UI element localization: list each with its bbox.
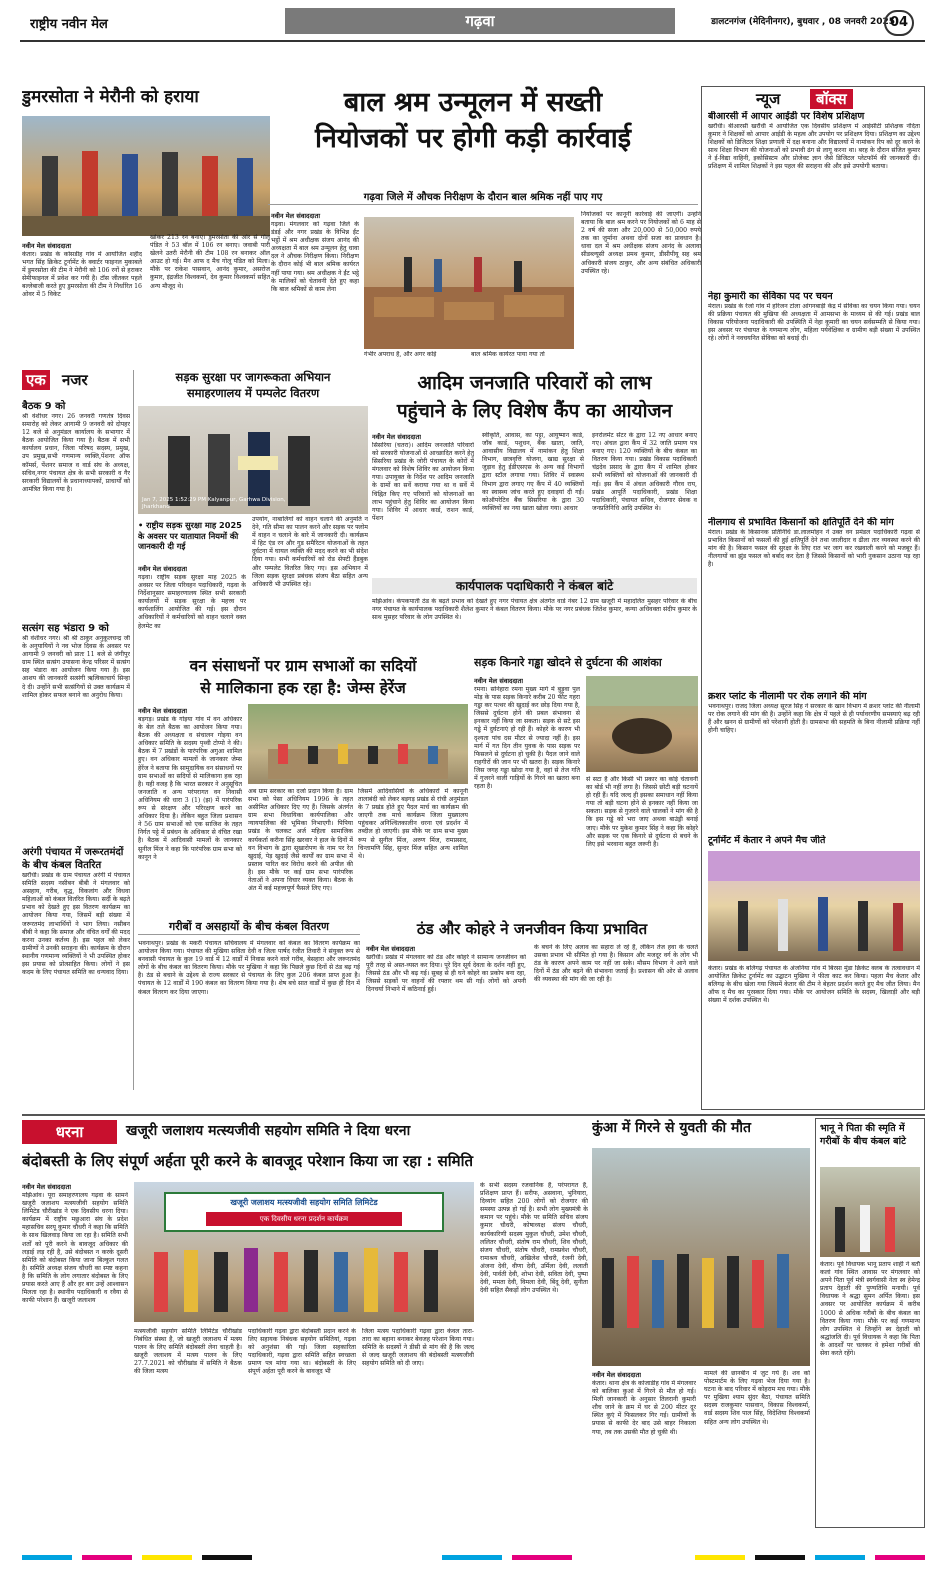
thand-headline: ठंड और कोहरे ने जनजीवन किया प्रभावित xyxy=(416,920,648,938)
dharna-banner-title: खजूरी जलाशय मत्स्यजीवी सहयोग समिति लिमिटेड xyxy=(230,1198,378,1207)
nb-item-2-text: मेराल। प्रखंड के रेजो गांव में हरिजन टोला आंगनबाड़ी केंद्र में सेविका का चयन किया गया। चयन की प्रक्रिया पंचायत की मुखिया की अध्यक्षता में आमसभा के माध्यम से की गई। प्रखंड बाल विकास परियोजना पदाधिकारी की उपस्थिति में नेहा कुमारी का चयन सर्वसम्मति से किया गया। इस अवसर पर पंचायत के गणमान्य लोग, महिला पर्यवेक्षिका व ग्रामीण बड़ी संख्या में उपस्थित रहे। लोगों ने नवचयनित सेविका को बधाई दी। xyxy=(708,303,920,343)
nb-item-5-title: टूर्नामेंट में केतार ने अपने मैच जीते xyxy=(708,835,826,846)
meeting-photo-shapes xyxy=(248,704,468,784)
ek-nazar-header xyxy=(22,370,130,392)
sadak-kinare-headline: सड़क किनारे गड्ढा खोदने से दुर्घटना की आशंका xyxy=(474,656,662,669)
protest-photo-shapes xyxy=(134,1182,474,1322)
dharna-col1: मझिआंव। पूरा समाहरणालय गढ़वा के सामने खजूरी जलाशय मत्स्यजीवी सहयोग समिति लिमिटेड चौरीखांड ने एक दिवसीय धरना दिया। कार्यक्रम में राष्ट्रीय मछुआरा संघ के प्रदेश महासचिव सरयू कुमार चौधरी ने कहा कि समिति के साथ खिलवाड़ किया जा रहा है। समिति सभी शर्तों को पूरी करने के बावजूद अधिकार की लड़ाई लड़ रही है, उसे बंदोबस्त न करके दूसरी समिति को बंदोबस्त किया जाना बिल्कुल गलत है। समिति अध्यक्ष संजय चौधरी का स्पष्ट कहना है कि समिति के लोग लगातार बंदोबस्त के लिए प्रयास करते आए हैं और हर बार उन्हें आश्वासन मिलता रहा है। स्थानीय पदाधिकारी व रवैया से काफी परेशान हैं। खजूरी जलाशय xyxy=(22,1192,128,1305)
story-van xyxy=(138,656,468,916)
ek-nazar-item-1-title: बैठक 9 को xyxy=(22,401,66,412)
adim-col2: स्वीकृति, आवास, का पट्टा, आयुष्मान कार्ड, जॉब कार्ड, पशुधन, बैंक खाता, जाति, आवासीय विद्यालय में नामांकन हेतु शिक्षा विभाग, छात्रवृत्ति योजना, खाद्य सुरक्षा से जुड़ाव हेतु ईडीएसएस के अन्य कई विभागों द्वारा स्टॉल लगाया गया। शिविर में स्वास्थ्य विभाग द्वारा लगाए गए कैंप में 40 व्यक्तियों का स्वास्थ्य जांच करते हुए दवाइयां दी गईं। कोऑपरेटिव बैंक सिसरिया के द्वारा 30 व्यक्तियों का नया खाता खोला गया। आधार xyxy=(482,432,584,512)
nb-item-2-title: नेहा कुमारी का सेविका पद पर चयन xyxy=(708,291,833,302)
dharna-banner-sub: एक दिवसीय धरना प्रदर्शन कार्यक्रम xyxy=(206,1212,402,1226)
bhanu-photo-shapes xyxy=(820,1167,920,1257)
story-sadak xyxy=(138,370,368,650)
nb-item-1-title: बीआरसी में आपार आईडी पर विशेष प्रशिक्षण xyxy=(708,111,865,122)
ek-nazar-item-3-title: अरंगी पंचायत में जरूरतमंदों के बीच कंबल वितरित xyxy=(22,847,124,871)
ek-nazar-item-1-text: श्री वंशीधर नगर। 26 जनवरी गणतंत्र दिवस समारोह को लेकर आगामी 9 जनवरी को दोपहर 12 बजे से अनुमंडल कार्यालय के सभागार में बैठक आयोजित किया गया है। बैठक में सभी कार्यालय प्रधान, जिला परिषद सदस्य, प्रमुख, उप प्रमुख,सभी गणमान्य व्यक्ति,पेंशनर ऑफ कॉमर्स, पेंशनर समाज व वार्ड संघ के अध्यक्ष, सचिव,नगर पंचायत क्षेत्र के सभी सरकारी व गैर सरकारी विद्यालयों के प्रधानाध्यापकों, प्राचार्यों को आमंत्रित किया गया है। xyxy=(22,413,130,493)
kuan-photo xyxy=(592,1148,810,1366)
lead-col2: नियोजकों पर कानूनी कार्रवाई की जाएगी। उन्होंने बताया कि बाल श्रम करने पर नियोजकों को 6 माह से 2 वर्ष की सजा और 20,000 से 50,000 रुपये तक का जुर्माना अथवा दोनों सजा का प्रावधान है। धावा दल में श्रम अधीक्षक संजय आनंद के अलावा सीडब्ल्यूसी अध्यक्ष प्रमथ कुमार, डीसीपीयू सह श्रम अधिकारी संजय ठाकुर, और अन्य संबंधित अधिकारी उपस्थित रहे। xyxy=(581,211,701,275)
van-col1: बड़गड़। प्रखंड के गोइया गांव में वन अधिकार के बेल तले बैठक का आयोजन किया गया। बैठक की अध्यक्षता व संचालन गोइया वन अधिकार समिति के सदस्य पृथ्वी टोप्पो ने की। बैठक में 7 प्रखंडों के पारंपरिक अगुआ शामिल हुए। वन अधिकार मामलों के जानकार जेम्स हेरेंज ने बताया कि सामुदायिक वन संसाधनों पर ग्राम सभाओं का सदियों से मालिकाना हक रहा है। यही वजह है कि भारत सरकार ने अनुसूचित जनजाति व अन्य परंपरागत वन निवासी अधिनियम की धारा 3 (1) (झ) में पारंपरिक रूप से संरक्षण और परिरक्षण करने का अधिकार दिया है। लेकिन बहुत जिला प्रशासन ने 56 ग्राम सभाओं को एक साजिश के तहत निर्गत पट्टे में प्रबंधन के अधिकार से वंचित रखा है। बैठक में आदिवासी मामलों के जानकार सुनील मिंज ने कहा कि पारंपरिक ग्राम सभा को कानून ने xyxy=(138,716,242,861)
thand-col1: खरौंधी। प्रखंड में मंगलवार को ठंड और कोहरे ने सामान्य जनजीवन को पूरी तरह से अस्त-व्यस्त कर दिया। पूरे दिन सूर्य देवता के दर्शन नहीं हुए, जिससे ठंड और भी बढ़ गई। सुबह से ही घने कोहरे का प्रकोप बना रहा, जिससे सड़कों पर वाहनों की रफ्तार थम सी गई। लोगों को अपनी दिनचर्या निभाने में कठिनाई हुई। xyxy=(366,954,526,994)
brick-kiln-photo-shapes xyxy=(364,217,574,349)
footer-color-bar xyxy=(22,1550,925,1560)
ek-nazar-item-3 xyxy=(22,846,130,1090)
van-byline: नवीन मेल संवाददाता xyxy=(138,707,187,715)
bhanu-headline: भानू ने पिता की स्मृति में गरीबों के बीच कंबल बांटे xyxy=(820,1123,906,1147)
masthead-rule xyxy=(20,40,925,42)
lead-photo-caption-2: बाल श्रमिक कार्यरत पाया गया तो xyxy=(471,351,545,358)
ek-nazar xyxy=(22,370,130,1090)
ek-nazar-item-1 xyxy=(22,400,130,616)
story-dumarsota xyxy=(22,86,270,368)
tournament-photo-shapes xyxy=(708,851,920,961)
dumarsota-photo xyxy=(22,116,270,236)
dumarsota-byline: नवीन मेल संवाददाता xyxy=(22,242,71,250)
section-tab: गढ़वा xyxy=(285,8,675,34)
sadak-photo xyxy=(138,406,368,514)
van-col2: अब ग्राम सरकार का दर्जा प्रदान किया है। ग्राम सभा को पेसा अधिनियम 1996 के तहत असीमित अधिकार दिए गए हैं। जिसके अंतर्गत ग्राम सभा विधायिका कार्यपालिका और न्यायपालिका की भूमिका निभाएगी। पिपिया प्रखंड के चलकट अर्ज महिला सामाजिक कार्यकर्ता करीना सिंह खरवार ने हाल के दिनों में वन विभाग के द्वारा सूखारोपण के नाम पर रेत खुदाई, पेड़ खुदाई जैसे कार्यों का ग्राम सभा में प्रस्ताव पारित कर विरोध करने की अपील की है। इस मौके पर कई ग्राम सभा पारंपरिक नेताओं ने अपना विचार व्यक्त किया। बैठक के अंत में कई महत्त्वपूर्ण फैसले लिए गए। xyxy=(248,788,353,893)
lead-col1: गढ़वा। मंगलवार को गढ़वा जिले के डंडई और नगर प्रखंड के विभिन्न ईंट भट्ठों में श्रम अधीक्षक संजय आनंद की अध्यक्षता में बाल श्रम उन्मूलन हेतु धावा दल ने औचक निरीक्षण किया। निरीक्षण के दौरान कोई भी बाल श्रमिक कार्यरत नहीं पाया गया। श्रम अधीक्षक ने ईंट भट्ठे के मालिकों को चेतावनी देते हुए कहा कि बाल श्रमिकों से काम लेना xyxy=(271,221,359,293)
kuan-col2: मामले की छानबीन में जुट गये हैं। शव को पोस्टमार्टम के लिए गढ़वा भेज दिया गया है। घटना के बाद परिवार में कोहराम मच गया। मौके पर मुखिया श्याम सुंदर बैठा, पंचायत समिति सदस्य राजकुमार पासवान, विकास विश्वकर्मा, वार्ड सदस्य शिव पाल सिंह, विदेशिया विश्वकर्मा सहित अन्य लोग उपस्थित थे। xyxy=(704,1370,810,1426)
sadak-kinare-byline: नवीन मेल संवाददाता xyxy=(474,677,523,685)
story-karyapalak xyxy=(372,578,697,650)
story-bhanu xyxy=(815,1118,925,1528)
registration-marks xyxy=(22,1555,925,1560)
dharna-headline-1: खजूरी जलाशय मत्स्यजीवी सहयोग समिति ने दिया धरना xyxy=(126,1123,411,1139)
adim-headline-1: आदिम जनजाति परिवारों को लाभ xyxy=(417,372,652,394)
karyapalak-text: मझिआंव। कंपकपाती ठंड के बढ़ते प्रभाव को देखते हुए नगर पंचायत क्षेत्र अंतर्गत वार्ड नंबर 12 ग्राम खजूरी में महादलित मुसहर परिवार के बीच नगर पंचायत के कार्यपालक पदाधिकारी शैलेश कुमार ने कंबल वितरण किया। मौके पर नगर प्रबंधक जितेश कुमार, कन्या अधिवक्ता संदीप कुमार के साथ मुसहर परिवार के लोग उपस्थित थे। xyxy=(372,598,697,622)
sadak-kinare-photo xyxy=(586,676,698,772)
sadak-kinare-col2: से सटा है और किसी भी प्रकार का कोई चेतावनी का बोर्ड भी नहीं लगा है। जिससे छोटी बड़ी घटनायें हो रही हैं। यदि जल्द ही इसका समाधान नहीं किया गया तो बड़ी घटना होने से इनकार नहीं किया जा सकता। सड़क से गुजरने वाले चालकों ने मांग की है कि इस गड्ढे को भरा जाए अथवा बाउंड्री बनाई जाए। मौके पर मुकेश कुमार सिंह ने कहा कि कोहरे और सड़क पर एक किनारे से दुर्घटना से बचने के लिए इसे भरवाना बहुत जरूरी है। xyxy=(586,776,698,848)
ek-nazar-item-3-text: खरौंधी। प्रखंड के ग्राम पंचायत अरंगी में पंचायत समिति सदस्य नसीबन बीबी ने मंगलवार को असहाय, गरीब, वृद्ध, विकलांग और विधवा महिलाओं को कंबल वितरित किया। सर्दी के बढ़ते प्रभाव को देखते हुए इस वितरण कार्यक्रम का आयोजन किया गया, जिसमें बड़ी संख्या में जरूरतमंद लाभार्थियों ने भाग लिया। नसीबन बीबी ने कहा कि समाज और वंचित वर्गों की मदद करना उनका कर्तव्य है। इस पहल को लेकर ग्रामीणों ने उनकी सराहना की। कार्यक्रम के दौरान स्थानीय गणमान्य व्यक्तियों ने भी उपस्थित होकर इस प्रयास को प्रोत्साहित किया। लोगों ने इस कदम के लिए पंचायत समिति का धन्यवाद दिया। xyxy=(22,872,130,977)
story-kuan xyxy=(592,1118,810,1528)
van-headline-2: से मालिकाना हक रहा है: जेम्स हेरेंज xyxy=(200,679,406,697)
van-photo xyxy=(248,704,468,784)
adim-col1: सिसरिया (चतरा)। आदिम जनजाति परिवारों को सरकारी योजनाओं से आच्छादित करने हेतु सिसरिया प्रखंड के जोरी पंचायत के कोरों में मंगलवार को विशेष शिविर का आयोजन किया गया। उपायुक्त के निर्देश पर आदिम जनजाति के ग्रामों का सर्वे कराया गया था व सर्वे में चिह्नित किए गए परिवारों को योजनाओं का लाभ पहुंचाने हेतु शिविर का आयोजन किया गया। शिविर में आधार कार्ड, राशन कार्ड, पेंशन xyxy=(372,442,474,522)
page-number: 04 xyxy=(884,10,914,36)
sadak-kinare-col1: रमना। सोनेहारा रमना मुख्य मार्ग में बुड़ुवा पुल मोड़ के पास सड़क किनारे करीब 20 फीट गहरा गड्ढा कर पत्थर की खुदाई कर छोड़ दिया गया है, जिससे दुर्घटना होने की प्रबल संभावना से इनकार नहीं किया जा सकता। सड़क से सटे इस गड्ढे में दुर्घटनाएं हो रही हैं। कोहरे के कारण भी दृश्यता पांच दस मीटर से ज्यादा नहीं है। इस मार्ग में गत दिन तीन युवक के पास सड़क पर फिसलने से दुर्घटना हो चुकी है। पैदल जाने वाले राहगीरों की जान पर भी खतरा है। सड़क किनारे जिस जगह गड्ढा खोदा गया है, वहां से तेज गति में गुजरने वाली गाड़ियों के गिरने का खतरा बना रहता है। xyxy=(474,686,580,791)
nb-item-5 xyxy=(708,835,920,1107)
paper-logo: राष्ट्रीय नवीन मेल xyxy=(30,17,108,32)
dumarsota-col2: खोकर 213 रन बनाए। डुमरसोता की ओर से गोलू पंडित ने 53 बॉल में 106 रन बनाए। जवाबी पारी खेलने उतरी मेरौनी की टीम 108 रन बनाकर ऑल आउट हो गई। मैन आफ द मैच गोलू पंडित को मिला। मौके पर राकेश पासवान, आनंद कुमार, असरोज कुमार, इंद्रजीत विश्वकर्मा, देव कुमार विश्वकर्मा सहित अन्य मौजूद थे। xyxy=(150,234,270,290)
kuan-byline: नवीन मेल संवाददाता xyxy=(592,1371,641,1379)
story-thand xyxy=(366,920,698,1110)
news-box-label-2: बॉक्स xyxy=(810,89,853,109)
story-garibon xyxy=(138,920,360,1110)
nb-item-5-text: केतार। प्रखंड के बलिगढ़ पंचायत के अंजनिया गांव में बिरसा मुंडा क्रिकेट क्लब के तत्वावधान में आयोजित क्रिकेट टूर्नामेंट का उद्घाटन मुखिया ने फीता काट कर किया। पहला मैच केतार और बलिगढ़ के बीच खेला गया जिसमें केतार की टीम ने बेहतर प्रदर्शन करते हुए मैच जीत लिया। मैन ऑफ द मैच का पुरस्कार दिया गया। मौके पर आयोजन समिति के सदस्य, खिलाड़ी और बड़ी संख्या में दर्शक उपस्थित थे। xyxy=(708,965,920,1005)
ek-nazar-item-2 xyxy=(22,622,130,840)
dharna-byline: नवीन मेल संवाददाता xyxy=(22,1183,71,1191)
nb-item-4-title: क्रशर प्लांट के नीलामी पर रोक लगाने की मांग xyxy=(708,691,867,702)
sadak-headline-1: सड़क सुरक्षा पर जागरूकता अभियान xyxy=(175,370,331,384)
nb-item-2 xyxy=(708,291,920,515)
story-dharna xyxy=(22,1118,588,1528)
news-box-header xyxy=(702,87,925,109)
bhanu-photo xyxy=(820,1167,920,1257)
lead-photo xyxy=(364,217,574,349)
nb-item-1 xyxy=(708,111,920,289)
nb-item-3-text: मेराल। प्रखंड के किसानक प्रतिनिधि डा.लालमोहन ने उक्त वन प्रमंडल पदाधिकारी गढ़वा से प्रभावित किसानों को फसलों की हुई क्षतिपूर्ति देने तथा जालीदार व ढीला तार व्यवस्था करने की मांग की है। किसान फसल की सुरक्षा के लिए रात भर जाग कर रखवाली करने को मजबूर हैं। नीलगायों का झुंड फसल को बर्बाद कर देता है जिससे किसानों को भारी नुकसान उठाना पड़ रहा है। xyxy=(708,529,920,569)
lead-headline-1: बाल श्रम उन्मूलन में सख्ती xyxy=(343,87,603,118)
dharna-tag: धरना xyxy=(22,1120,117,1144)
dharna-col2: के सभी सदस्य रजवानिक हैं, परंपरागत हैं, प्रशिक्षण प्राप्त हैं। सरीफ, असवाना, भुनियारा, दिव्यांग सहित 200 लोगों को रोजगार की समस्या उत्पन्न हो गई है। सभी लोग मुख्यमंत्री के कमान पर पहुंचे। मौके पर समिति सचिव संजय कुमार चौधरी, कोषाध्यक्ष संजय चौधरी, कार्यकारिणी सदस्य मुकुल चौधरी, उमेश चौधरी, ललितर चौधरी, संतोष राम चौधरी, शिव चौधरी, संजय चौधरी, संतोष चौधरी, रामप्रवेश चौधरी, रामाश्रय चौधरी, अखिलेश चौधरी, रंजनी देवी, अंजना देवी, वीणा देवी, उर्मिला देवी, ललाती देवी, पार्वती देवी, शोभा देवी, सविता देवी, पुष्पा देवी, ममता देवी, विमला देवी, बिंदू देवी, सुनीता देवी सहित सैकड़ों लोग उपस्थित थे। xyxy=(480,1182,588,1295)
dharna-col5: जिला मत्स्य पदाधिकारी गढ़वा द्वारा केवल तारा-तारा का बहाना बनाकर बेवजह परेशान किया गया। समिति के सदस्यों ने डीसी से मांग की है कि जल्द से जल्द खजूरी जलाशय की बंदोबस्ती मत्स्यजीवी सहयोग समिति को दी जाए। xyxy=(362,1328,474,1368)
adim-byline: नवीन मेल संवाददाता xyxy=(372,433,421,441)
ek-nazar-label-1: एक xyxy=(22,370,50,390)
ek-nazar-item-2-title: सत्संग सह भंडारा 9 को xyxy=(22,623,109,634)
lead-byline: नवीन मेल संवाददाता xyxy=(271,212,320,220)
dharna-col3: मत्स्यजीवी सहयोग समिति लिमिटेड चौरीखांड निबंधित संस्था है, जो खजूरी जलाशय में मत्स्य पालन के लिए समिति बंदोबस्ती लेना चाहती है। खजूरी जलाशय में मत्स्य पालन के लिए 27.7.2021 को चौरीखांड में समिति ने बैठक की जिला मत्स्य xyxy=(134,1328,242,1376)
ek-nazar-item-2-text: श्री वंशीधर नगर। श्री श्री ठाकुर अनुकूलचन्द्र जी के अनुयायियों ने नव भोज दिवस के अवसर पर आगामी 9 जनवरी को प्रातः 11 बजे से जंगीपुर ग्राम स्थित सत्संग उपासना केन्द्र परिसर में सत्संग सह भंडारा का आयोजन किया गया है। इस आशय की जानकारी सत्संगी ऋत्विकाचार्य सिन्हा दे दी। उन्होंने सभी सत्संगियों से उक्त कार्यक्रम में शामिल होकर सफल बनाने का अनुरोध किया। xyxy=(22,635,130,699)
dharna-col4: पदाधिकारी गढ़वा द्वारा बंदोबस्ती प्रदान करने के लिए सहायक निबंधक सहयोग समितियां, गढ़वा को अनुशंसा की गई। जिला सहकारिता पदाधिकारी, गढ़वा द्वारा समिति सहित स्वच्छता प्रमाण पत्र मांगा गया था। बंदोबस्ती के लिए संपूर्ण अर्हता पूरी करने के बावजूद भी xyxy=(248,1328,356,1376)
sadak-headline-2: समाहरणालय में पम्पलेट वितरण xyxy=(186,386,320,400)
garibon-text: भवनाथपुर। प्रखंड के मकरी पंचायत सचिवालय में मंगलवार को कंबल का वितरण कार्यक्रम का आयोजन किया गया। पंचायत की मुखिया सविता देवी व जिला पार्षद रंजीत तिवारी ने संयुक्त रूप से बनवासी पंचायत के कुल 19 वार्ड में 12 वार्डों में निवास करने वाले गरीब, बेसहारा और जरूरतमंद लोगों के बीच कंबल का वितरण किया। मौके पर मुखिया ने कहा कि पिछले कुछ दिनों से ठंड बढ़ गई है। ठंड से बचाने के उद्देश्य से राज्य सरकार से पंचायत के लिए कुल 206 कंबल प्राप्त हुआ है। पंचायत के 12 वार्डों में 190 कंबल का वितरण किया गया है। शेष बचे सात वार्डों में कुछ ही दिन में कंबल वितरण कर दिया जाएगा। xyxy=(138,940,360,996)
sadak-col1: गढ़वा। राष्ट्रीय सड़क सुरक्षा माह 2025 के अवसर पर जिला परिवहन पदाधिकारी, गढ़वा के निर्देशानुसार समाहरणालय स्थित सभी सरकारी कार्यालयों में सड़क सुरक्षा के महत्त्व पर कार्यशालिंग आयोजित की गई। इस दौरान अधिकारियों ने कर्मचारियों को वाहन चलाने वक्त हेलमेट का xyxy=(138,574,246,630)
lead-photo-caption-1: गंभीर अपराध है, और अगर कोई xyxy=(364,351,437,358)
nb-item-3-title: नीलगाय से प्रभावित किसानों को क्षतिपूर्ति देने की मांग xyxy=(708,517,894,528)
karyapalak-headline: कार्यपालक पदाधिकारी ने कंबल बांटे xyxy=(372,578,697,594)
lead-body xyxy=(271,211,701,369)
thand-col2: के बचने के लिए अलाव का सहारा ले रहे हैं, लेकिन तेज हवा के चलते उसका प्रभाव भी सीमित हो गया है। किसान और मजदूर वर्ग के लोग भी ठंड के कारण अपने काम पर नहीं जा सके। मौसम विभाग ने आने वाले दिनों में ठंड और बढ़ने की संभावना जताई है। प्रशासन की ओर से अलाव की व्यवस्था की मांग की जा रही है। xyxy=(534,944,698,984)
dumarsota-headline: डुमरसोता ने मेरौनी को हराया xyxy=(22,87,199,107)
garibon-headline: गरीबों व असहायों के बीच कंबल वितरण xyxy=(138,920,360,935)
lead-strap: गढ़वा जिले में औचक निरीक्षण के दौरान बाल श्रमिक नहीं पाए गए xyxy=(268,189,698,205)
dumarsota-col1: केतार। प्रखंड के कोसडीह गांव में आयोजित शहीद भगत सिंह क्रिकेट टूर्नामेंट के क्वार्टर फाइनल मुकाबले में डुमरसोता की टीम ने मेरौनी को 106 रनों से हराकर सेमीफाइनल में प्रवेश कर गयी है। टॉस जीतकर पहले बल्लेबाजी करते हुए डुमरसोता की टीम ने निर्धारित 16 ओवर में 5 विकेट xyxy=(22,251,142,299)
adim-headline-2: पहुंचाने के लिए विशेष कैंप का आयोजन xyxy=(396,400,673,422)
sadak-byline: नवीन मेल संवाददाता xyxy=(138,565,187,573)
bhanu-text: केतार। पूर्व विधायक भानू प्रताप शाही ने बतौ कलां गांव स्थित आवास पर मंगलवार को अपने पिता पूर्व मंत्री स्वर्गवासी नेता स्व हेमेन्द्र प्रताप देहाती की पुण्यतिथि मनायी। पूर्व विधायक ने श्रद्धा सुमन अर्पित किया। इस अवसर पर आयोजित कार्यक्रम में करीब 1000 से अधिक गरीबों के बीच कंबल का वितरण किया गया। मौके पर कई गणमान्य लोग उपस्थित थे जिन्होंने स्व देहाती को श्रद्धांजलि दी। पूर्व विधायक ने कहा कि पिता के आदर्शों पर चलकर वे हमेशा गरीबों की सेवा करते रहेंगे। xyxy=(820,1261,920,1358)
van-headline-1: वन संसाधनों पर ग्राम सभाओं का सदियों xyxy=(189,657,417,675)
news-box xyxy=(701,86,925,1110)
dateline: डालटनगंज (मेदिनीनगर), बुधवार , 08 जनवरी 2025 xyxy=(711,17,895,27)
nb-item-1-text: खरौंधी। बीआरसी खरौंधी में आयोजित एक दिवसीय प्रशिक्षण में आईसीटी प्रशिक्षक नंदिता कुमार ने शिक्षकों को आपार आईडी के महत्व और उपयोग पर प्रशिक्षण दिया। प्रशिक्षण का उद्देश्य शिक्षकों को डिजिटल शिक्षा प्रणाली में दक्ष बनाना और विद्यालयों में नामांकन रिप को दूर करने के साथ शिक्षा विभाग की योजनाओं को प्रभावी ढंग से लागू करना था। बरह के दौरान संजित कुमार ने ई-विद्या वाहिनी, इकोसिस्टम और प्रोजेक्ट ज्ञान जैसे डिजिटल प्लेटफॉर्म की जानकारी दी। प्रशिक्षण में शामिल शिक्षकों ने इस पहल की सराहना की और इसे उपयोगी बताया। xyxy=(708,123,920,171)
lead-headline-2: नियोजकों पर होगी कड़ी कार्रवाई xyxy=(314,123,632,154)
dharna-photo xyxy=(134,1182,474,1322)
pit-photo-shapes xyxy=(586,676,698,772)
thand-byline: नवीन मेल संवाददाता xyxy=(366,945,415,953)
ek-nazar-label-2: नजर xyxy=(62,371,88,389)
news-box-label-1: न्यूज xyxy=(756,90,781,108)
kuan-col1: केतार। थाना क्षेत्र के कोजाडीह गांव में मंगलवार को बालिका कुआं में गिरने से मौत हो गई। मिली जानकारी के अनुसार तिलरानी कुमारी शौच जाने के क्रम में घर से 200 मीटर दूर स्थित कुएं में फिसलकर गिर गई। ग्रामीणों के प्रयास से काफी देर बाद उसे बाहर निकाला गया, तब तक उसकी मौत हो चुकी थी। xyxy=(592,1380,696,1436)
rule-above-dharna xyxy=(22,1114,925,1116)
story-adim xyxy=(372,370,697,570)
dharna-headline-2: बंदोबस्ती के लिए संपूर्ण अर्हता पूरी करने के बावजूद परेशान किया जा रहा : समिति xyxy=(22,1152,474,1170)
nb-item-4 xyxy=(708,691,920,833)
kuan-headline: कुंआ में गिरने से युवती की मौत xyxy=(592,1120,752,1136)
crowd-photo-shapes xyxy=(592,1148,810,1366)
adim-col3: इनरोलमेंट सेंटर के द्वारा 12 नए आधार बनाए गए। अंचल द्वारा कैंप में 32 जाति प्रमाण पत्र बनाए गए। 120 व्यक्तियों के बीच कंबल का वितरण किया गया। प्रखंड विकास पदाधिकारी चंद्रदेव प्रसाद के द्वारा कैंप में शामिल होकर सभी व्यक्तियों को योजनाओं की जानकारी दी गई। इस कैंप में अंचल अधिकारी गौरव राय, प्रखंड आपूर्ति पदाधिकारी, प्रखंड शिक्षा पदाधिकारी, पंचायत सचिव, रोजगार सेवक व जनप्रतिनिधि आदि उपस्थित थे। xyxy=(592,432,697,512)
sadak-photo-stamp: Jan 7, 2025 1:52:29 PM Kalyanpur, Garhwa Division, Jharkhand xyxy=(142,497,286,510)
masthead xyxy=(0,0,945,44)
nb-item-4-text: भवनाथपुर। राजद जिला अध्यक्ष सूरज सिंह ने सरकार के खान विभाग में क्रशर प्लांट की नीलामी पर रोक लगाने की मांग की है। उन्होंने कहा कि क्षेत्र में पहले से ही पर्यावरणीय समस्याएं बढ़ रही हैं और खनन से ग्रामीणों को परेशानी होती है। ग्रामसभा की सहमति के बिना नीलामी प्रक्रिया नहीं होनी चाहिए। xyxy=(708,703,920,735)
story-sadak-kinare xyxy=(474,656,698,916)
sadak-side-head: • राष्ट्रीय सड़क सुरक्षा माह 2025 के अवसर पर यातायात नियमों की जानकारी दी गई xyxy=(138,520,242,551)
sadak-col2: उपयोग, नाबालिगों को वाहन चलाने की अनुमति न देने, गति सीमा का पालन करने और सड़क पर फ्लोम में वाहन न चलाने के बारे में जानकारी दी। कार्यक्रम में हिट एंड रन और गुड समैरिटन योजनाओं के तहत दुर्घटना में घायल व्यक्ति की मदद करने का भी संदेश दिया गया। सभी कर्मचारियों को रोड सेफ्टी हैंडबुक और पम्पलेट वितरित किए गए। इस अभियान में जिला सड़क सुरक्षा प्रबंधक संजय बैठा सहित अन्य अधिकारी भी उपस्थित रहे। xyxy=(252,516,368,588)
team-photo-shapes xyxy=(22,116,270,236)
nb-item-5-photo xyxy=(708,851,920,961)
nb-item-3 xyxy=(708,517,920,689)
rule-left-col xyxy=(133,370,134,1090)
van-col3: जिसमें आदिवासियों के अधिकारों में कानूनी तालाबंदी को लेकर बड़गड़ प्रखंड से रांची अनुमंडल के 7 प्रखंड होते हुए पैदल मार्च का कार्यक्रम की जाएगी तक मार्च कार्यक्रम जिला मुख्यालय पहुंचकर अनिश्चितकालीन धरना एवं प्रदर्शन में तब्दील हो जाएगी। इस मौके पर ग्राम सभा मुख्य रूप से सुनील मिंज, अरुण मिंज, रामप्रसाद, चिन्तामणि सिंह, सुन्दर मिंज सहित अन्य शामिल थे। xyxy=(358,788,468,860)
